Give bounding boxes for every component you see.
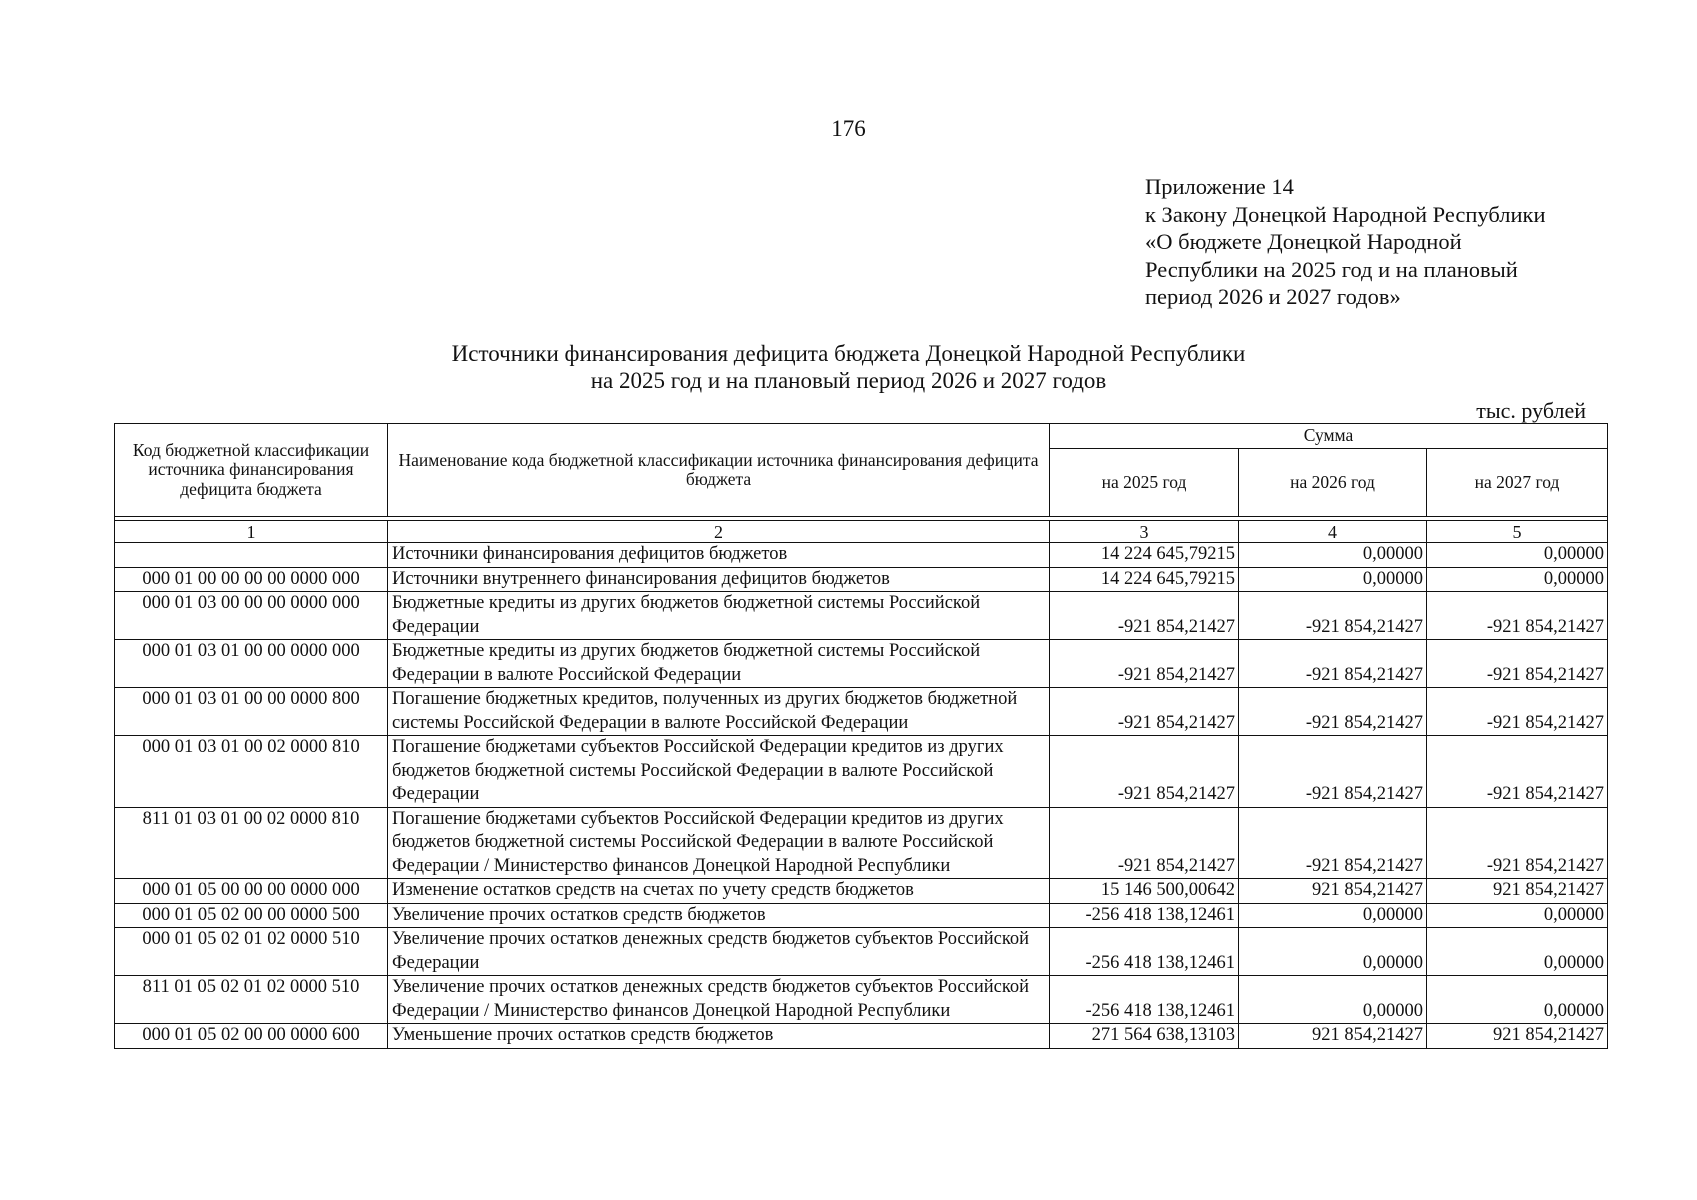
header-code: Код бюджетной классификации источника финансирования дефицита бюджета: [115, 424, 388, 517]
row-name: Увеличение прочих остатков денежных средств бюджетов субъектов Российской Федерации / Министерство финансов Донецкой Народной Республики: [388, 976, 1050, 1024]
column-number: 4: [1239, 521, 1427, 543]
row-value-2026: -921 854,21427: [1239, 736, 1427, 808]
table-row: [115, 736, 1608, 808]
row-value-2027: 0,00000: [1427, 928, 1608, 976]
document-title: [0, 340, 1697, 394]
row-value-2025: 15 146 500,00642: [1050, 879, 1239, 904]
units-label: тыс. рублей: [1476, 398, 1586, 423]
appendix-line: «О бюджете Донецкой Народной: [1145, 229, 1462, 254]
table-row: [115, 1024, 1608, 1049]
column-number: 5: [1427, 521, 1608, 543]
row-value-2027: -921 854,21427: [1427, 592, 1608, 640]
row-name: Погашение бюджетами субъектов Российской Федерации кредитов из других бюджетов бюджетной системы Российской Федерации в валюте Российской Федерации / Министерство финансов Донецкой Народной Республики: [388, 807, 1050, 879]
header-2025: на 2025 год: [1050, 449, 1239, 517]
row-value-2027: -921 854,21427: [1427, 640, 1608, 688]
row-value-2027: 0,00000: [1427, 976, 1608, 1024]
row-value-2026: 921 854,21427: [1239, 1024, 1427, 1049]
row-code: 000 01 00 00 00 00 0000 000: [115, 567, 388, 592]
table-row: [115, 543, 1608, 568]
row-code: 000 01 05 00 00 00 0000 000: [115, 879, 388, 904]
row-value-2025: -921 854,21427: [1050, 640, 1239, 688]
row-name: Погашение бюджетами субъектов Российской Федерации кредитов из других бюджетов бюджетной системы Российской Федерации в валюте Российской Федерации: [388, 736, 1050, 808]
row-value-2026: 0,00000: [1239, 543, 1427, 568]
table-row: [115, 592, 1608, 640]
row-code: 000 01 05 02 00 00 0000 600: [115, 1024, 388, 1049]
table-body: [115, 543, 1608, 1049]
financing-sources-table: [114, 423, 1608, 1049]
row-value-2026: 0,00000: [1239, 976, 1427, 1024]
row-name: Погашение бюджетных кредитов, полученных из других бюджетов бюджетной системы Российской Федерации в валюте Российской Федерации: [388, 688, 1050, 736]
appendix-line: Приложение 14: [1145, 174, 1294, 199]
row-code: 000 01 05 02 01 02 0000 510: [115, 928, 388, 976]
column-number: 3: [1050, 521, 1239, 543]
page-number: 176: [831, 116, 866, 141]
row-name: Бюджетные кредиты из других бюджетов бюджетной системы Российской Федерации: [388, 592, 1050, 640]
row-code: 000 01 03 00 00 00 0000 000: [115, 592, 388, 640]
table-row: [115, 879, 1608, 904]
row-value-2026: -921 854,21427: [1239, 807, 1427, 879]
header-2026: на 2026 год: [1239, 449, 1427, 517]
table-row: [115, 928, 1608, 976]
row-value-2026: 921 854,21427: [1239, 879, 1427, 904]
row-value-2027: 0,00000: [1427, 567, 1608, 592]
row-value-2025: 14 224 645,79215: [1050, 543, 1239, 568]
row-code: 000 01 03 01 00 00 0000 000: [115, 640, 388, 688]
header-name: Наименование кода бюджетной классификации источника финансирования дефицита бюджета: [388, 424, 1050, 517]
table-row: [115, 976, 1608, 1024]
row-value-2025: 271 564 638,13103: [1050, 1024, 1239, 1049]
row-value-2025: -921 854,21427: [1050, 736, 1239, 808]
row-value-2027: -921 854,21427: [1427, 736, 1608, 808]
row-code: 811 01 05 02 01 02 0000 510: [115, 976, 388, 1024]
title-line: Источники финансирования дефицита бюджета Донецкой Народной Республики: [451, 341, 1246, 366]
table-row: [115, 640, 1608, 688]
table-row: [115, 807, 1608, 879]
row-value-2027: 0,00000: [1427, 903, 1608, 928]
row-code: [115, 543, 388, 568]
table-row: [115, 688, 1608, 736]
row-value-2025: -921 854,21427: [1050, 688, 1239, 736]
table-row: [115, 903, 1608, 928]
row-name: Бюджетные кредиты из других бюджетов бюджетной системы Российской Федерации в валюте Российской Федерации: [388, 640, 1050, 688]
row-value-2025: 14 224 645,79215: [1050, 567, 1239, 592]
row-value-2025: -256 418 138,12461: [1050, 928, 1239, 976]
row-value-2027: 921 854,21427: [1427, 879, 1608, 904]
row-value-2027: 921 854,21427: [1427, 1024, 1608, 1049]
row-value-2026: -921 854,21427: [1239, 592, 1427, 640]
row-name: Уменьшение прочих остатков средств бюджетов: [388, 1024, 1050, 1049]
appendix-line: к Закону Донецкой Народной Республики: [1145, 201, 1546, 227]
row-value-2026: -921 854,21427: [1239, 688, 1427, 736]
column-number: 2: [388, 521, 1050, 543]
row-code: 000 01 03 01 00 00 0000 800: [115, 688, 388, 736]
header-sum: Сумма: [1050, 424, 1608, 449]
row-name: Источники внутреннего финансирования дефицитов бюджетов: [388, 567, 1050, 592]
row-value-2025: -256 418 138,12461: [1050, 903, 1239, 928]
row-name: Изменение остатков средств на счетах по учету средств бюджетов: [388, 879, 1050, 904]
title-line: на 2025 год и на плановый период 2026 и 2027 годов: [590, 368, 1107, 393]
row-name: Источники финансирования дефицитов бюджетов: [388, 543, 1050, 568]
row-value-2027: 0,00000: [1427, 543, 1608, 568]
row-name: Увеличение прочих остатков средств бюджетов: [388, 903, 1050, 928]
row-value-2027: -921 854,21427: [1427, 688, 1608, 736]
appendix-line: Республики на 2025 год и на плановый: [1145, 256, 1518, 282]
row-value-2027: -921 854,21427: [1427, 807, 1608, 879]
row-value-2026: 0,00000: [1239, 928, 1427, 976]
column-number: 1: [115, 521, 388, 543]
table-row: [115, 567, 1608, 592]
row-name: Увеличение прочих остатков денежных средств бюджетов субъектов Российской Федерации: [388, 928, 1050, 976]
row-value-2026: -921 854,21427: [1239, 640, 1427, 688]
row-value-2025: -256 418 138,12461: [1050, 976, 1239, 1024]
appendix-note: [1145, 173, 1665, 311]
row-value-2026: 0,00000: [1239, 903, 1427, 928]
row-value-2025: -921 854,21427: [1050, 807, 1239, 879]
appendix-line: период 2026 и 2027 годов»: [1145, 284, 1401, 309]
row-value-2025: -921 854,21427: [1050, 592, 1239, 640]
row-code: 811 01 03 01 00 02 0000 810: [115, 807, 388, 879]
header-2027: на 2027 год: [1427, 449, 1608, 517]
row-value-2026: 0,00000: [1239, 567, 1427, 592]
row-code: 000 01 05 02 00 00 0000 500: [115, 903, 388, 928]
row-code: 000 01 03 01 00 02 0000 810: [115, 736, 388, 808]
